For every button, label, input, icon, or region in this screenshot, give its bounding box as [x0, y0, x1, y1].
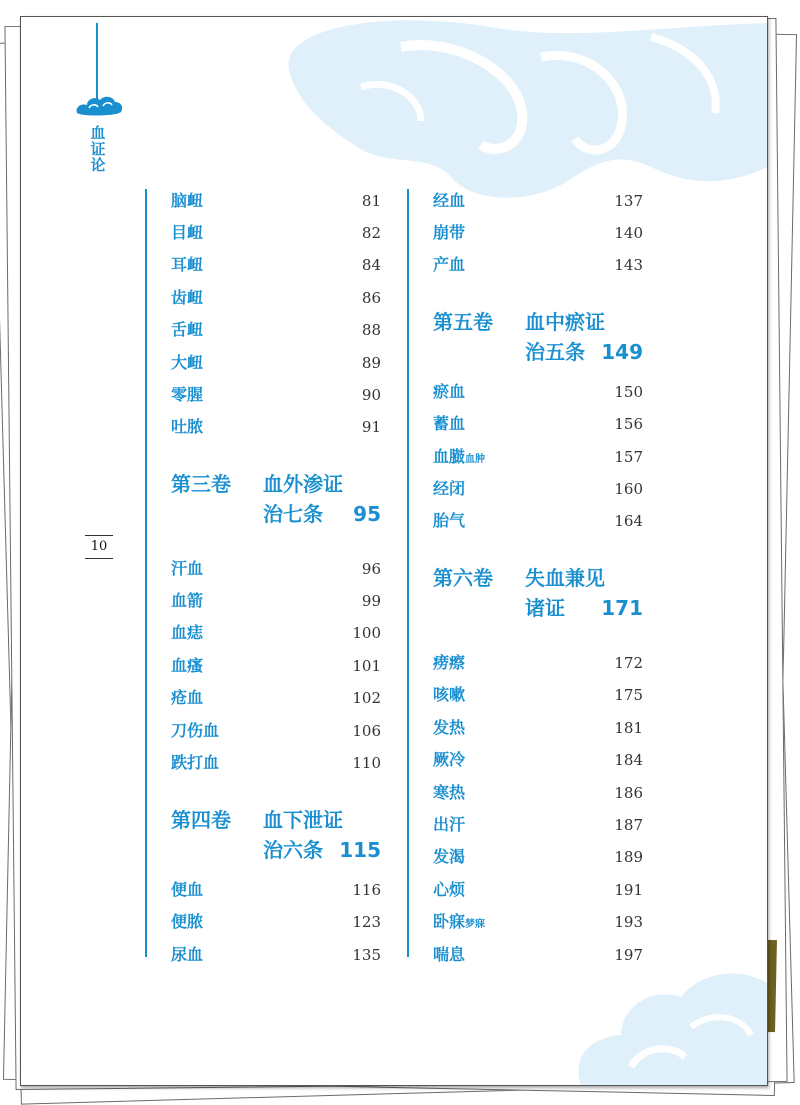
section-page: 95	[353, 502, 381, 526]
entry-name: 齿衄	[171, 288, 204, 307]
toc-entry[interactable]	[433, 189, 643, 213]
entry-name: 厥冷	[433, 750, 466, 769]
entry-page: 89	[361, 354, 381, 372]
entry-name: 咳嗽	[433, 685, 466, 704]
entry-page: 96	[361, 560, 381, 578]
entry-name: 脑衄	[171, 191, 204, 210]
section-volume: 第三卷	[171, 472, 231, 496]
entry-page: 100	[352, 624, 381, 642]
entry-page: 86	[361, 289, 381, 307]
book-title-char: 血	[90, 124, 106, 142]
toc-entry[interactable]	[433, 781, 643, 805]
entry-name-note: 梦寐	[465, 919, 486, 930]
entry-page: 186	[614, 784, 643, 802]
section-title-line2: 治七条	[263, 502, 323, 526]
entry-name: 吐脓	[171, 417, 204, 436]
entry-page: 88	[361, 321, 381, 339]
toc-entry[interactable]	[433, 813, 643, 837]
hanging-line	[96, 23, 98, 103]
entry-page: 81	[361, 192, 381, 210]
cloud-logo-icon	[73, 93, 125, 119]
toc-entry[interactable]	[433, 878, 643, 902]
toc-entry[interactable]	[433, 412, 643, 436]
entry-name: 产血	[433, 255, 466, 274]
entry-page: 140	[614, 224, 643, 242]
section-volume: 第六卷	[433, 566, 493, 590]
entry-name: 零腥	[171, 385, 204, 404]
entry-page: 99	[361, 592, 381, 610]
toc-entry[interactable]	[433, 748, 643, 772]
toc-entry[interactable]	[171, 719, 381, 743]
toc-entry[interactable]	[171, 943, 381, 967]
toc-entry[interactable]	[433, 221, 643, 245]
section-title-line1: 血下泄证	[263, 808, 343, 832]
entry-name: 便血	[171, 880, 204, 899]
entry-name: 血瘙	[171, 656, 204, 675]
toc-entry[interactable]	[171, 557, 381, 581]
toc-entry[interactable]	[171, 878, 381, 902]
section-page: 149	[601, 340, 643, 364]
entry-page: 189	[614, 848, 643, 866]
entry-page: 160	[614, 480, 643, 498]
section-volume: 第五卷	[433, 310, 493, 334]
entry-name: 经血	[433, 191, 466, 210]
toc-entry[interactable]	[433, 651, 643, 675]
entry-name: 尿血	[171, 945, 204, 964]
entry-page: 150	[614, 383, 643, 401]
section-title-line2: 治六条	[263, 838, 323, 862]
entry-name: 痨瘵	[433, 653, 466, 672]
cloud-decoration-bottom	[561, 957, 767, 1085]
entry-name: 耳衄	[171, 255, 204, 274]
entry-page: 187	[614, 816, 643, 834]
entry-name: 崩带	[433, 223, 466, 242]
toc-entry[interactable]	[171, 221, 381, 245]
toc-entry[interactable]	[433, 253, 643, 277]
entry-name: 寒热	[433, 783, 466, 802]
section-title-line2: 诸证	[525, 596, 565, 620]
entry-page: 143	[614, 256, 643, 274]
toc-entry[interactable]	[433, 910, 643, 934]
entry-name	[433, 445, 485, 472]
entry-page: 82	[361, 224, 381, 242]
toc-entry[interactable]	[171, 253, 381, 277]
toc-entry[interactable]	[171, 654, 381, 678]
book-title-vertical	[87, 125, 109, 173]
entry-name: 胎气	[433, 511, 466, 530]
entry-name: 舌衄	[171, 320, 204, 339]
column-divider-line	[145, 189, 147, 957]
toc-page	[20, 16, 768, 1086]
entry-page: 193	[614, 913, 643, 931]
section-page: 115	[339, 838, 381, 862]
section-volume: 第四卷	[171, 808, 231, 832]
entry-name-note: 血肿	[465, 454, 486, 465]
entry-page: 102	[352, 689, 381, 707]
toc-entry[interactable]	[171, 351, 381, 375]
book-title-char: 论	[90, 156, 106, 174]
entry-page: 175	[614, 686, 643, 704]
toc-entry[interactable]	[171, 910, 381, 934]
toc-entry[interactable]	[433, 683, 643, 707]
section-title-line2: 治五条	[525, 340, 585, 364]
entry-page: 84	[361, 256, 381, 274]
entry-name: 血箭	[171, 591, 204, 610]
entry-name: 经闭	[433, 479, 466, 498]
column-divider-line	[407, 189, 409, 957]
entry-page: 164	[614, 512, 643, 530]
entry-page: 137	[614, 192, 643, 210]
entry-page: 90	[361, 386, 381, 404]
entry-name: 蓄血	[433, 414, 466, 433]
toc-entry[interactable]	[433, 509, 643, 533]
toc-entry[interactable]	[171, 189, 381, 213]
entry-page: 181	[614, 719, 643, 737]
toc-entry[interactable]	[433, 380, 643, 404]
section-page: 171	[601, 596, 643, 620]
toc-entry[interactable]	[171, 589, 381, 613]
entry-page: 91	[361, 418, 381, 436]
entry-page: 172	[614, 654, 643, 672]
section-title-line1: 血外渗证	[263, 472, 343, 496]
entry-name-main: 卧寐	[433, 912, 466, 931]
entry-name: 出汗	[433, 815, 466, 834]
toc-entry[interactable]	[433, 716, 643, 740]
entry-page: 101	[352, 657, 381, 675]
entry-name	[433, 910, 485, 937]
entry-name: 喘息	[433, 945, 466, 964]
entry-name: 疮血	[171, 688, 204, 707]
toc-entry[interactable]	[171, 383, 381, 407]
entry-name: 汗血	[171, 559, 204, 578]
entry-name: 便脓	[171, 912, 204, 931]
entry-page: 157	[614, 448, 643, 466]
entry-name: 跌打血	[171, 753, 220, 772]
entry-page: 184	[614, 751, 643, 769]
entry-page: 123	[352, 913, 381, 931]
toc-entry[interactable]	[171, 415, 381, 439]
entry-name-main: 血臌	[433, 447, 466, 466]
entry-name: 发渴	[433, 847, 466, 866]
toc-entry[interactable]	[433, 943, 643, 967]
entry-page: 116	[352, 881, 381, 899]
entry-page: 191	[614, 881, 643, 899]
toc-entry[interactable]	[433, 845, 643, 869]
book-title-char: 证	[90, 140, 106, 158]
entry-page: 135	[352, 946, 381, 964]
entry-name: 心烦	[433, 880, 466, 899]
toc-entry[interactable]	[171, 751, 381, 775]
toc-entry[interactable]	[433, 445, 643, 469]
entry-name: 血痣	[171, 623, 204, 642]
section-title-line1: 血中瘀证	[525, 310, 605, 334]
entry-page: 106	[352, 722, 381, 740]
toc-entry[interactable]	[171, 286, 381, 310]
toc-entry[interactable]	[171, 621, 381, 645]
entry-page: 156	[614, 415, 643, 433]
toc-entry[interactable]	[171, 686, 381, 710]
cloud-decoration-top	[271, 17, 767, 207]
entry-name: 发热	[433, 718, 466, 737]
page-number: 10	[85, 535, 113, 559]
entry-name: 大衄	[171, 353, 204, 372]
entry-name: 刀伤血	[171, 721, 220, 740]
entry-page: 110	[352, 754, 381, 772]
entry-name: 目衄	[171, 223, 204, 242]
entry-page: 197	[614, 946, 643, 964]
section-title-line1: 失血兼见	[525, 566, 605, 590]
entry-name: 瘀血	[433, 382, 466, 401]
toc-entry[interactable]	[171, 318, 381, 342]
toc-entry[interactable]	[433, 477, 643, 501]
